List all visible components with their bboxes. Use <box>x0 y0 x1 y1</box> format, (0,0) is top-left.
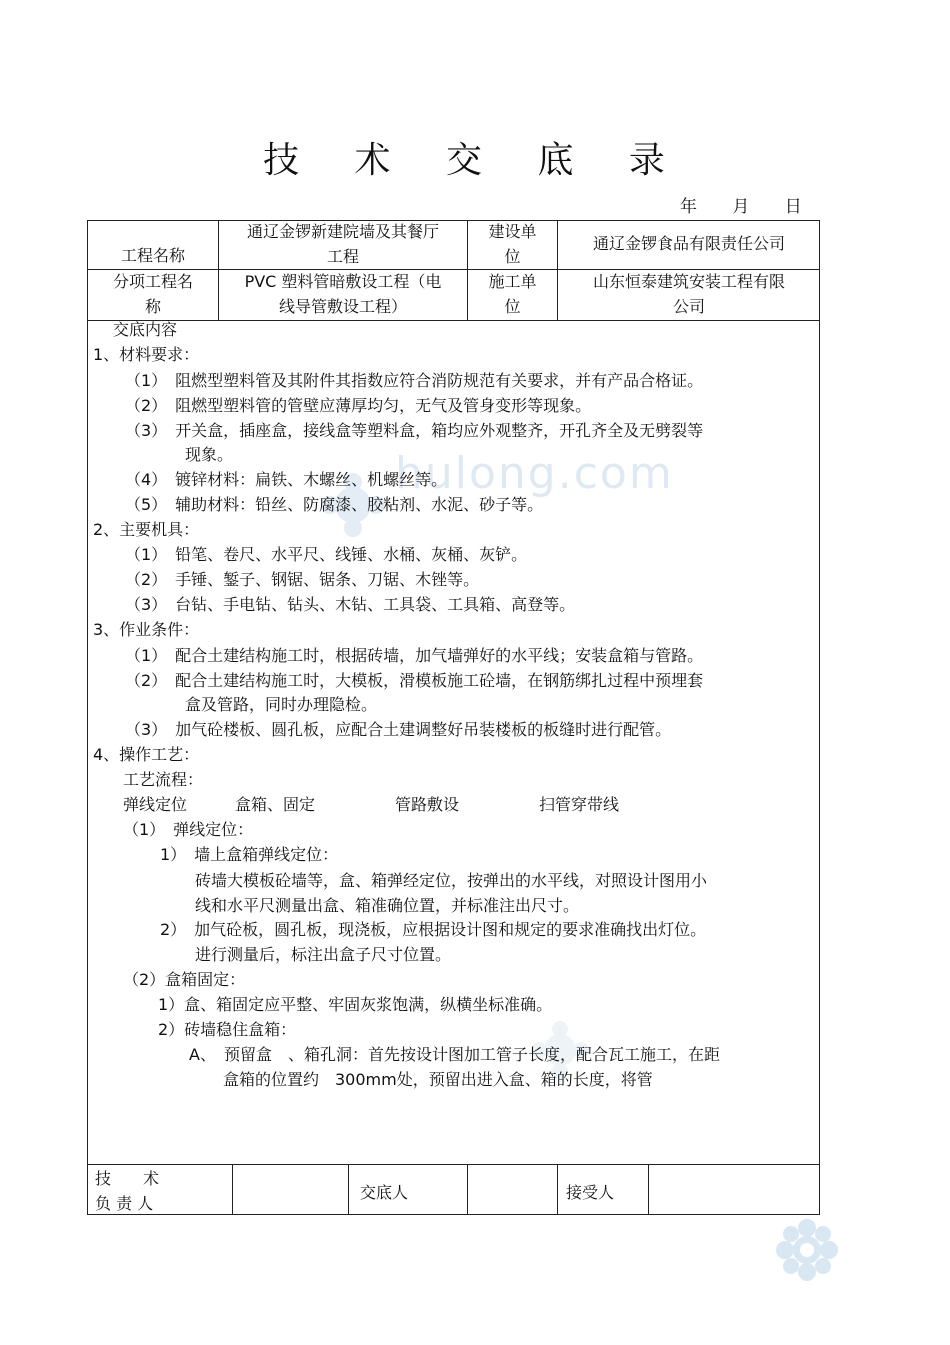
date-label: 年 月 日 <box>680 197 802 217</box>
content-line: A、 预留盒 、箱孔洞：首先按设计图加工管子长度，配合瓦工施工，在距 <box>189 1045 720 1064</box>
section-heading: 4、操作工艺： <box>93 745 200 764</box>
section-heading: 1、材料要求： <box>93 345 200 364</box>
tech-lead-label-line-2: 负 责 人 <box>95 1194 154 1213</box>
content-line: （2） 手锤、錾子、钢锯、锯条、刀锯、木锉等。 <box>125 570 480 589</box>
content-line: （5） 辅助材料：铅丝、防腐漆、胶粘剂、水泥、砂子等。 <box>125 495 544 514</box>
col-divider <box>467 1164 468 1215</box>
content-line: （2） 配合土建结构施工时，大模板，滑模板施工砼墙，在钢筋绑扎过程中预埋套 <box>125 671 704 690</box>
content-line: 1）盒、箱固定应平整、牢固灰浆饱满，纵横坐标准确。 <box>158 995 553 1014</box>
content-line: （2）盒箱固定： <box>123 970 246 989</box>
project-name-label: 工程名称 <box>120 246 185 265</box>
content-line: （1） 铅笔、卷尺、水平尺、线锤、水桶、灰桶、灰铲。 <box>125 545 528 564</box>
contractor-value-line-2: 公司 <box>672 297 705 316</box>
contractor-value <box>558 269 820 319</box>
content-line: 现象。 <box>185 445 234 464</box>
subproject-label-line-1: 分项工程名 <box>112 272 193 291</box>
col-divider <box>557 1164 558 1215</box>
content-line: 2） 加气砼板，圆孔板，现浇板，应根据设计图和规定的要求准确找出灯位。 <box>160 920 707 939</box>
content-line: 盒箱的位置约 300mm处，预留出进入盒、箱的长度，将管 <box>223 1070 653 1089</box>
contractor-label-line-1: 施工单 <box>488 272 537 291</box>
subproject-value-line-2: 线导管敷设工程） <box>278 297 407 316</box>
col-divider <box>348 1164 349 1215</box>
builder-label-line-1: 建设单 <box>488 222 537 241</box>
col-divider <box>648 1164 649 1215</box>
discloser-label: 交底人 <box>360 1183 409 1202</box>
content-line: （1） 配合土建结构施工时，根据砖墙，加气墙弹好的水平线；安装盒箱与管路。 <box>125 646 704 665</box>
content-heading: 交底内容 <box>113 320 178 339</box>
content-line: （1） 弹线定位： <box>123 820 254 839</box>
section-heading: 3、作业条件： <box>93 620 200 639</box>
content-line: 1） 墙上盒箱弹线定位： <box>160 845 339 864</box>
builder-value: 通辽金锣食品有限责任公司 <box>592 234 785 253</box>
contractor-value-line-1: 山东恒泰建筑安装工程有限 <box>592 272 785 291</box>
content-line: （3） 台钻、手电钻、钻头、木钻、工具袋、工具箱、高登等。 <box>125 595 576 614</box>
content-line: （1） 阻燃型塑料管及其附件其指数应符合消防规范有关要求，并有产品合格证。 <box>125 371 704 390</box>
content-line: 线和水平尺测量出盒、箱准确位置，并标准注出尺寸。 <box>195 896 580 915</box>
content-line: 盒及管路，同时办理隐检。 <box>185 695 378 714</box>
project-name-value <box>219 219 467 269</box>
content-line: 工艺流程： <box>123 770 204 789</box>
contractor-label-line-2: 位 <box>504 297 521 316</box>
project-name-line-1: 通辽金锣新建院墙及其餐厅 <box>246 222 439 241</box>
tech-lead-label-line-1: 技 术 <box>95 1169 160 1188</box>
document-title: 技 术 交 底 录 <box>263 140 687 181</box>
snowflake-logo-icon <box>772 1215 842 1285</box>
project-name-line-2: 工程 <box>326 247 359 266</box>
receiver-label: 接受人 <box>566 1183 615 1202</box>
content-line: （4） 镀锌材料：扁铁、木螺丝、机螺丝等。 <box>125 470 448 489</box>
content-line: 砖墙大模板砼墙等，盒、箱弹经定位，按弹出的水平线，对照设计图用小 <box>195 871 708 890</box>
subproject-value-line-1: PVC 塑料管暗敷设工程（电 <box>244 272 442 291</box>
content-line: 2）砖墙稳住盒箱： <box>158 1020 297 1039</box>
subproject-value <box>219 269 467 319</box>
process-flow: 弹线定位 盒箱、固定 管路敷设 扫管穿带线 <box>123 795 620 814</box>
builder-label <box>468 219 557 269</box>
builder-label-line-2: 位 <box>504 247 521 266</box>
subproject-label <box>88 269 218 319</box>
col-divider <box>232 1164 233 1215</box>
content-line: （3） 加气砼楼板、圆孔板，应配合土建调整好吊装楼板的板缝时进行配管。 <box>125 720 672 739</box>
contractor-label <box>468 269 557 319</box>
watermark-text: hulong.com <box>395 448 674 499</box>
content-line: （3） 开关盒，插座盒，接线盒等塑料盒，箱均应外观整齐，开孔齐全及无劈裂等 <box>125 421 704 440</box>
row-divider <box>87 320 820 321</box>
row-divider <box>87 1164 820 1165</box>
content-line: （2） 阻燃型塑料管的管壁应薄厚均匀，无气及管身变形等现象。 <box>125 396 592 415</box>
section-heading: 2、主要机具： <box>93 520 200 539</box>
form-table <box>87 220 820 1215</box>
subproject-label-line-2: 称 <box>144 297 161 316</box>
content-line: 进行测量后，标注出盒子尺寸位置。 <box>195 945 452 964</box>
